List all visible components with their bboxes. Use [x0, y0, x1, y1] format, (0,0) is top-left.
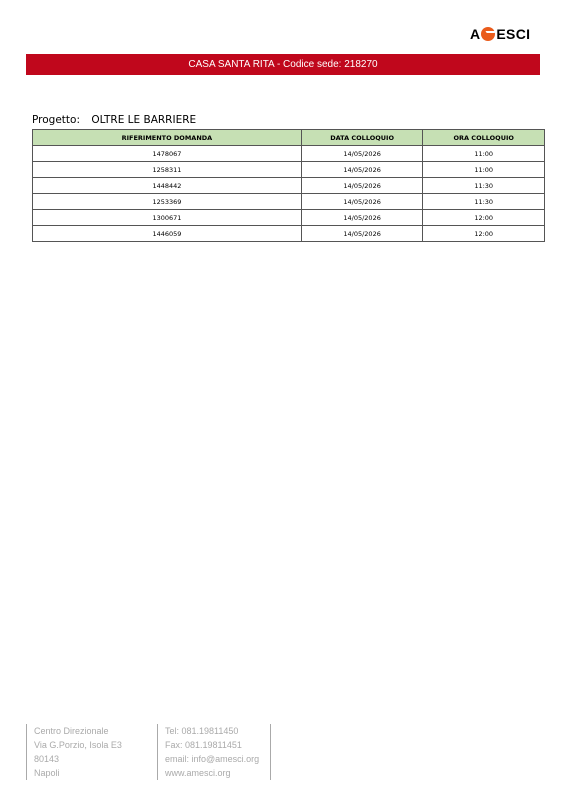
header-ora: ORA COLLOQUIO: [423, 130, 545, 146]
footer-contacts: [157, 724, 271, 780]
footer-website-link[interactable]: www.amesci.org: [165, 768, 231, 778]
cell-riferimento: 1253369: [33, 194, 302, 210]
cell-data: 14/05/2026: [301, 210, 423, 226]
project-label: Progetto:: [32, 114, 80, 126]
cell-data: 14/05/2026: [301, 194, 423, 210]
cell-riferimento: 1258311: [33, 162, 302, 178]
footer-address-line: Napoli: [34, 768, 60, 778]
cell-riferimento: 1448442: [33, 178, 302, 194]
cell-ora: 11:30: [423, 194, 545, 210]
footer-fax: Fax: 081.19811451: [165, 740, 242, 750]
table-row: [33, 226, 545, 242]
cell-ora: 11:00: [423, 162, 545, 178]
table-header-row: [33, 130, 545, 146]
footer-phone: Tel: 081.19811450: [165, 726, 239, 736]
banner-text: CASA SANTA RITA - Codice sede: 218270: [188, 59, 378, 70]
footer-address: [26, 724, 157, 780]
table-row: [33, 146, 545, 162]
cell-data: 14/05/2026: [301, 178, 423, 194]
cell-riferimento: 1478067: [33, 146, 302, 162]
cell-riferimento: 1300671: [33, 210, 302, 226]
cell-data: 14/05/2026: [301, 162, 423, 178]
footer-email-link[interactable]: email: info@amesci.org: [165, 754, 260, 764]
table-row: [33, 162, 545, 178]
logo-suffix: ESCI: [496, 26, 531, 42]
header-data: DATA COLLOQUIO: [301, 130, 423, 146]
cell-data: 14/05/2026: [301, 146, 423, 162]
logo-mark-icon: [481, 27, 495, 41]
site-banner: [26, 54, 540, 75]
table-row: [33, 194, 545, 210]
table-row: [33, 210, 545, 226]
footer-address-line: Via G.Porzio, Isola E3: [34, 740, 122, 750]
cell-ora: 12:00: [423, 226, 545, 242]
cell-ora: 11:30: [423, 178, 545, 194]
page-footer: [26, 724, 271, 780]
amesci-logo: [470, 24, 542, 44]
logo-prefix: A: [470, 26, 481, 42]
project-line: [32, 114, 196, 126]
interview-table: [32, 129, 545, 242]
project-name: OLTRE LE BARRIERE: [91, 114, 197, 126]
footer-address-line: Centro Direzionale: [34, 726, 109, 736]
footer-address-line: 80143: [34, 754, 60, 764]
cell-ora: 11:00: [423, 146, 545, 162]
table-row: [33, 178, 545, 194]
cell-riferimento: 1446059: [33, 226, 302, 242]
cell-data: 14/05/2026: [301, 226, 423, 242]
header-riferimento: RIFERIMENTO DOMANDA: [33, 130, 302, 146]
cell-ora: 12:00: [423, 210, 545, 226]
